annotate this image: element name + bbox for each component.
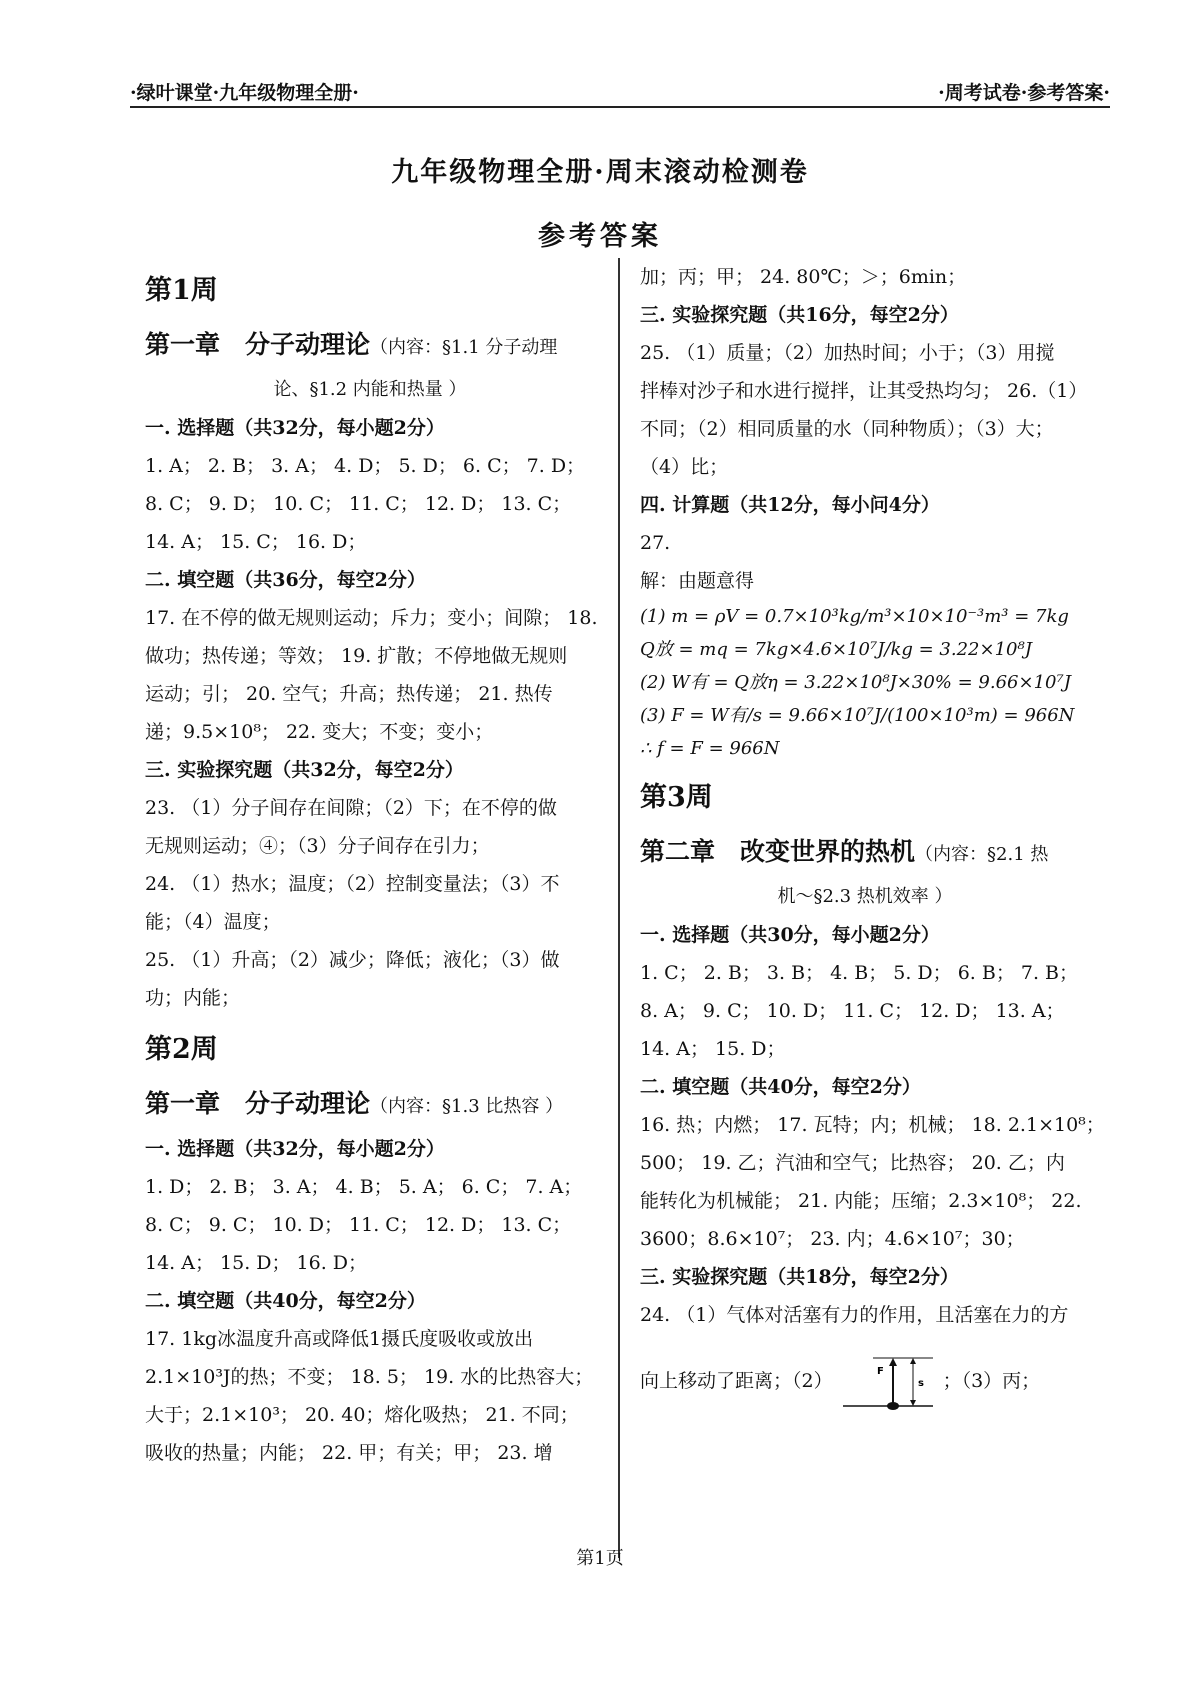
- formula-line: (2) W有 = Q放η = 3.22×10⁸J×30% = 9.66×10⁷J: [640, 672, 1071, 693]
- answer-line: 27.: [640, 532, 671, 554]
- chapter-content-range: （内容：§1.1 分子动理: [370, 337, 558, 358]
- answer-line: 能转化为机械能； 21. 内能；压缩；2.3×10⁸； 22.: [640, 1190, 1082, 1212]
- formula-line: (3) F = W有/s = 9.66×10⁷J/(100×10³m) = 966N: [640, 705, 1075, 726]
- section-heading: 一. 选择题（共32分，每小题2分）: [145, 417, 445, 439]
- answer-line: 做功；热传递；等效； 19. 扩散；不停地做无规则: [145, 645, 568, 667]
- page-subtitle: 参考答案: [538, 221, 662, 252]
- answer-line: 1. D； 2. B； 3. A； 4. B； 5. A； 6. C； 7. A；: [145, 1176, 583, 1198]
- chapter-title: 第一章 分子动理论: [145, 330, 371, 359]
- answer-line: 24. （1）气体对活塞有力的作用，且活塞在力的方: [640, 1304, 1069, 1326]
- section-heading: 三. 实验探究题（共32分，每空2分）: [145, 759, 464, 781]
- answer-line: 16. 热；内燃； 17. 瓦特；内；机械； 18. 2.1×10⁸；: [640, 1114, 1105, 1136]
- week-heading: 第2周: [145, 1034, 218, 1065]
- answer-line: 1. A； 2. B； 3. A； 4. D； 5. D； 6. C； 7. D；: [145, 455, 586, 477]
- answer-text: 向上移动了距离；（2）: [640, 1370, 833, 1392]
- formula-line: Q放 = mq = 7kg×4.6×10⁷J/kg = 3.22×10⁸J: [640, 639, 1032, 660]
- week-heading: 第1周: [145, 275, 218, 306]
- answer-line: 3600；8.6×10⁷； 23. 内；4.6×10⁷；30；: [640, 1228, 1025, 1250]
- answer-line: 24. （1）热水；温度；（2）控制变量法；（3）不: [145, 873, 560, 895]
- page-title: 九年级物理全册·周末滚动检测卷: [391, 157, 809, 188]
- answer-line: 25. （1）升高；（2）减少；降低；液化；（3）做: [145, 949, 560, 971]
- week-heading: 第3周: [640, 782, 713, 813]
- chapter-content-range: 论、§1.2 内能和热量 ）: [273, 379, 467, 400]
- section-heading: 三. 实验探究题（共18分，每空2分）: [640, 1266, 959, 1288]
- chapter-content-range: （内容：§2.1 热: [915, 844, 1049, 865]
- answer-line: 23. （1）分子间存在间隙；（2）下；在不停的做: [145, 797, 557, 819]
- answer-line: 17. 在不停的做无规则运动；斥力；变小；间隙； 18.: [145, 607, 598, 629]
- answer-line: （4）比；: [640, 456, 729, 478]
- figure-label-s: s: [917, 1378, 924, 1389]
- chapter-content-range: （内容：§1.3 比热容 ）: [370, 1096, 564, 1117]
- answer-line: 500； 19. 乙；汽油和空气；比热容； 20. 乙；内: [640, 1152, 1065, 1174]
- chapter-title: 第二章 改变世界的热机: [640, 837, 916, 866]
- formula-line: ∴ f = F = 966N: [640, 738, 780, 759]
- chapter-heading: [145, 1081, 595, 1130]
- page-header: [130, 78, 1110, 108]
- answer-line: 17. 1kg冰温度升高或降低1摄氏度吸收或放出: [145, 1328, 534, 1350]
- chapter-content-range: 机～§2.3 热机效率 ）: [777, 886, 953, 907]
- column-divider: [618, 258, 620, 1558]
- answer-line: 8. A； 9. C； 10. D； 11. C； 12. D； 13. A；: [640, 1000, 1065, 1022]
- answer-line-with-figure: [640, 1352, 1090, 1412]
- answer-line: 不同；（2）相同质量的水（同种物质）；（3）大；: [640, 418, 1054, 440]
- answer-line: 无规则运动；④；（3）分子间存在引力；: [145, 835, 490, 857]
- section-heading: 一. 选择题（共32分，每小题2分）: [145, 1138, 445, 1160]
- answer-line: 递；9.5×10⁸； 22. 变大；不变；变小；: [145, 721, 494, 743]
- answer-line: 2.1×10³J的热；不变； 18. 5； 19. 水的比热容大；: [145, 1366, 594, 1388]
- header-right: ·周考试卷·参考答案·: [938, 82, 1110, 104]
- answer-line: 吸收的热量；内能； 22. 甲；有关；甲； 23. 增: [145, 1442, 553, 1464]
- answer-line: 1. C； 2. B； 3. B； 4. B； 5. D； 6. B； 7. B；: [640, 962, 1078, 984]
- section-heading: 一. 选择题（共30分，每小题2分）: [640, 924, 940, 946]
- chapter-heading: [640, 829, 1090, 878]
- chapter-title: 第一章 分子动理论: [145, 1089, 371, 1118]
- header-left: ·绿叶课堂·九年级物理全册·: [130, 82, 359, 104]
- answer-line: 能；（4）温度；: [145, 911, 281, 933]
- answer-line: 大于；2.1×10³； 20. 40；熔化吸热； 21. 不同；: [145, 1404, 579, 1426]
- answer-line: 14. A； 15. D； 16. D；: [145, 1252, 368, 1274]
- section-heading: 二. 填空题（共36分，每空2分）: [145, 569, 426, 591]
- piston-force-figure: [833, 1352, 943, 1412]
- chapter-heading: [145, 322, 595, 371]
- formula-line: (1) m = ρV = 0.7×10³kg/m³×10×10⁻³m³ = 7kg: [640, 606, 1069, 627]
- section-heading: 二. 填空题（共40分，每空2分）: [640, 1076, 921, 1098]
- section-heading: 三. 实验探究题（共16分，每空2分）: [640, 304, 959, 326]
- answer-line: 14. A； 15. C； 16. D；: [145, 531, 367, 553]
- section-heading: 四. 计算题（共12分，每小问4分）: [640, 494, 940, 516]
- figure-label-f: F: [876, 1366, 884, 1377]
- answer-line: 拌棒对沙子和水进行搅拌，让其受热均匀； 26.（1）: [640, 380, 1088, 402]
- answer-line: 解：由题意得: [640, 570, 755, 592]
- left-column: [145, 258, 598, 1472]
- answer-line: 功；内能；: [145, 987, 241, 1009]
- answer-line: 14. A； 15. D；: [640, 1038, 786, 1060]
- answer-line: 8. C； 9. C； 10. D； 11. C； 12. D； 13. C；: [145, 1214, 572, 1236]
- answer-text: ；（3）丙；: [942, 1370, 1041, 1392]
- answer-line: 25. （1）质量；（2）加热时间；小于；（3）用搅: [640, 342, 1055, 364]
- answer-line: 8. C； 9. D； 10. C； 11. C； 12. D； 13. C；: [145, 493, 572, 515]
- answer-line: 运动；引； 20. 空气；升高；热传递； 21. 热传: [145, 683, 553, 705]
- right-column: [640, 258, 1105, 1412]
- answer-line: 加；丙；甲； 24. 80℃；＞；6min；: [640, 266, 967, 288]
- section-heading: 二. 填空题（共40分，每空2分）: [145, 1290, 426, 1312]
- page-number: 第1页: [576, 1548, 624, 1569]
